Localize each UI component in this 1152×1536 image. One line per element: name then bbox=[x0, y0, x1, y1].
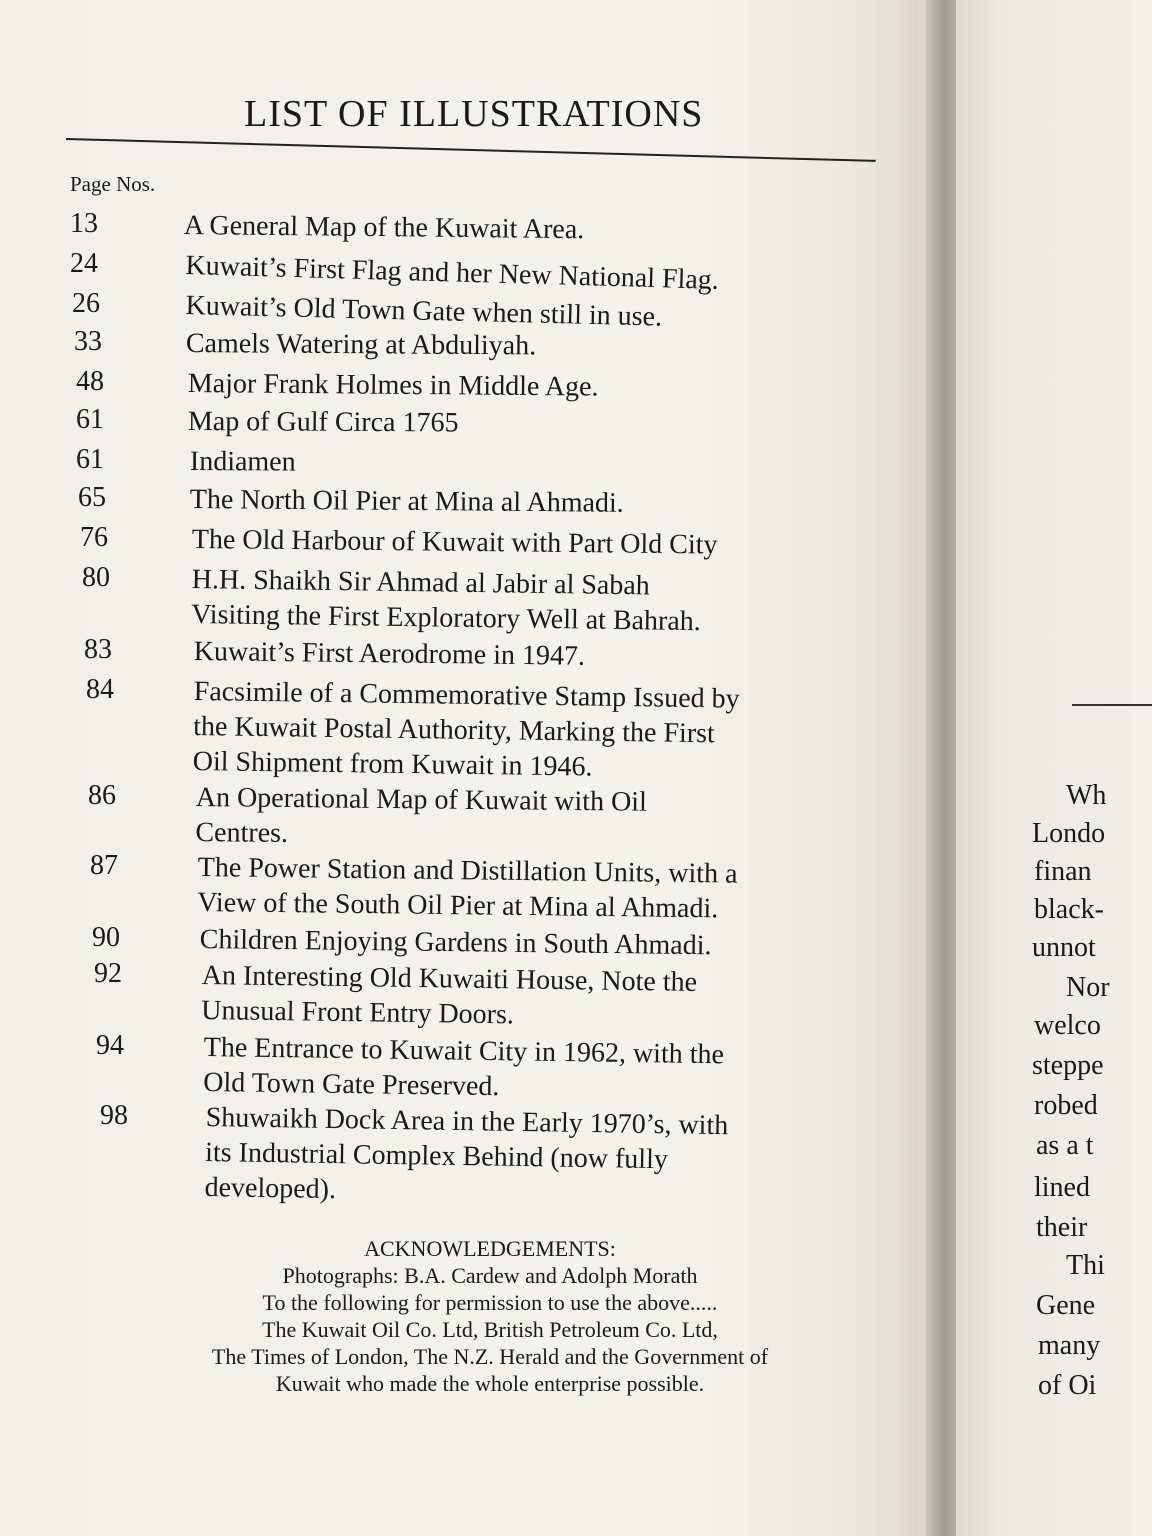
entry-caption-line: Kuwait’s First Flag and her New National Flag. bbox=[185, 249, 720, 296]
illustration-entry bbox=[0, 522, 900, 561]
acknowledgements-line: The Times of London, The N.Z. Herald and the Government of bbox=[211, 1344, 769, 1369]
right-page-line: Gene bbox=[1036, 1290, 1096, 1321]
illustration-entry bbox=[0, 326, 900, 361]
right-page-line: black- bbox=[1034, 894, 1104, 925]
entry-page-number: 61 bbox=[76, 444, 104, 475]
entry-page-number: 48 bbox=[76, 366, 104, 397]
illustration-entry bbox=[0, 634, 900, 672]
right-page-line: finan bbox=[1034, 856, 1092, 887]
entry-caption-line: Indiamen bbox=[189, 445, 296, 478]
entry-page-number: 76 bbox=[80, 522, 108, 553]
entry-page-number: 94 bbox=[96, 1030, 124, 1061]
entry-caption-line: Facsimile of a Commemorative Stamp Issued by bbox=[193, 675, 740, 715]
entry-caption-line: The Power Station and Distillation Units, with a bbox=[197, 851, 738, 890]
entry-caption-line: The Old Harbour of Kuwait with Part Old City bbox=[191, 523, 718, 561]
entry-page-number: 80 bbox=[82, 562, 110, 593]
entry-caption-line: An Interesting Old Kuwaiti House, Note the bbox=[201, 959, 698, 998]
entry-caption-line: Kuwait’s Old Town Gate when still in use. bbox=[185, 289, 663, 333]
entry-page-number: 98 bbox=[100, 1100, 128, 1131]
entry-caption bbox=[194, 634, 586, 674]
illustration-entry bbox=[0, 562, 900, 638]
right-page-line: welco bbox=[1034, 1010, 1101, 1041]
entry-caption bbox=[195, 780, 647, 855]
right-page-line: Wh bbox=[1066, 780, 1107, 811]
entry-caption bbox=[203, 1030, 724, 1107]
right-page-line: of Oi bbox=[1038, 1370, 1097, 1401]
illustration-entry bbox=[0, 850, 900, 925]
illustration-entry bbox=[0, 958, 900, 1031]
entry-page-number: 83 bbox=[84, 634, 112, 665]
entry-caption-line: View of the South Oil Pier at Mina al Ahmadi. bbox=[197, 886, 719, 925]
right-page bbox=[956, 0, 1152, 1536]
entry-caption-line: Shuwaikh Dock Area in the Early 1970’s, with bbox=[205, 1101, 729, 1142]
entry-caption-line: The Entrance to Kuwait City in 1962, with the bbox=[203, 1031, 725, 1071]
entry-caption bbox=[193, 674, 740, 787]
entry-page-number: 61 bbox=[76, 404, 104, 435]
acknowledgements-line: To the following for permission to use the above..... bbox=[262, 1290, 718, 1315]
entry-page-number: 24 bbox=[70, 248, 98, 279]
illustration-entry bbox=[0, 444, 900, 479]
entry-caption-line: Oil Shipment from Kuwait in 1946. bbox=[192, 745, 593, 783]
acknowledgements-heading: ACKNOWLEDGEMENTS: bbox=[364, 1236, 616, 1261]
entry-caption bbox=[190, 482, 624, 521]
entry-caption-line: its Industrial Complex Behind (now fully bbox=[204, 1136, 669, 1176]
entry-page-number: 26 bbox=[72, 288, 100, 319]
illustration-entry bbox=[0, 404, 900, 439]
entry-caption-line: A General Map of the Kuwait Area. bbox=[183, 209, 585, 246]
entry-caption bbox=[204, 1100, 728, 1213]
entry-caption bbox=[184, 208, 585, 247]
entry-caption-line: Map of Gulf Circa 1765 bbox=[187, 405, 459, 439]
entry-page-number: 84 bbox=[86, 674, 114, 705]
entry-page-number: 13 bbox=[70, 208, 98, 239]
entry-caption-line: Major Frank Holmes in Middle Age. bbox=[187, 367, 599, 403]
right-page-line: their bbox=[1036, 1212, 1088, 1243]
illustration-entry bbox=[0, 482, 900, 517]
entry-caption-line: Kuwait’s First Aerodrome in 1947. bbox=[193, 635, 586, 672]
right-page-line: Nor bbox=[1066, 972, 1110, 1003]
illustration-entry bbox=[0, 922, 900, 962]
title-rule bbox=[66, 138, 876, 162]
entry-caption-line: Camels Watering at Abduliyah. bbox=[185, 327, 537, 362]
entry-caption bbox=[188, 366, 599, 405]
acknowledgements-line: Photographs: B.A. Cardew and Adolph Morath bbox=[282, 1263, 698, 1288]
entry-caption-line: Old Town Gate Preserved. bbox=[203, 1066, 500, 1103]
illustration-entry bbox=[0, 366, 900, 401]
entry-caption bbox=[201, 958, 697, 1035]
entry-caption-line: Children Enjoying Gardens in South Ahmadi. bbox=[199, 923, 712, 962]
page-title: LIST OF ILLUSTRATIONS bbox=[244, 93, 704, 135]
right-page-line: steppe bbox=[1032, 1050, 1104, 1081]
illustration-entry bbox=[0, 288, 900, 333]
entry-page-number: 87 bbox=[90, 850, 118, 881]
entry-page-number: 92 bbox=[94, 958, 122, 989]
illustration-entry bbox=[0, 674, 900, 783]
entry-caption bbox=[197, 850, 738, 927]
page-nos-label: Page Nos. bbox=[70, 172, 156, 196]
right-page-line: as a t bbox=[1036, 1130, 1094, 1161]
entry-page-number: 90 bbox=[92, 922, 120, 953]
entry-caption-line: H.H. Shaikh Sir Ahmad al Jabir al Sabah bbox=[191, 563, 650, 602]
illustration-entry bbox=[0, 1100, 900, 1205]
entry-page-number: 86 bbox=[88, 780, 116, 811]
acknowledgements-line: The Kuwait Oil Co. Ltd, British Petroleum Co. Ltd, bbox=[262, 1317, 718, 1342]
entry-caption-line: Centres. bbox=[195, 816, 289, 849]
entry-caption bbox=[186, 326, 537, 363]
entry-caption-line: the Kuwait Postal Authority, Marking the First bbox=[193, 710, 716, 750]
acknowledgements-line: Kuwait who made the whole enterprise possible. bbox=[275, 1371, 705, 1396]
illustration-entry bbox=[0, 780, 900, 850]
entry-caption bbox=[188, 404, 459, 440]
right-page-line: lined bbox=[1034, 1172, 1090, 1203]
entry-caption-line: The North Oil Pier at Mina al Ahmadi. bbox=[189, 483, 624, 519]
right-page-line: Thi bbox=[1066, 1250, 1105, 1281]
entry-page-number: 65 bbox=[78, 482, 106, 513]
entry-caption-line: An Operational Map of Kuwait with Oil bbox=[195, 781, 647, 818]
entry-caption bbox=[192, 522, 718, 563]
illustration-entry bbox=[0, 208, 900, 246]
illustration-entry bbox=[0, 248, 900, 296]
right-page-line: many bbox=[1038, 1330, 1101, 1361]
acknowledgements bbox=[120, 1235, 860, 1397]
entry-caption bbox=[190, 444, 296, 480]
illustration-entry bbox=[0, 1030, 900, 1103]
entry-caption-line: developed). bbox=[204, 1171, 337, 1206]
entry-page-number: 33 bbox=[74, 326, 102, 357]
right-page-line: unnot bbox=[1032, 932, 1096, 963]
right-page-rule bbox=[1072, 704, 1152, 706]
right-page-line: Londo bbox=[1032, 818, 1106, 849]
entry-caption-line: Visiting the First Exploratory Well at Bahrah. bbox=[191, 598, 702, 638]
right-page-line: robed bbox=[1034, 1090, 1098, 1121]
entry-caption bbox=[191, 562, 702, 639]
entry-caption-line: Unusual Front Entry Doors. bbox=[201, 994, 515, 1031]
